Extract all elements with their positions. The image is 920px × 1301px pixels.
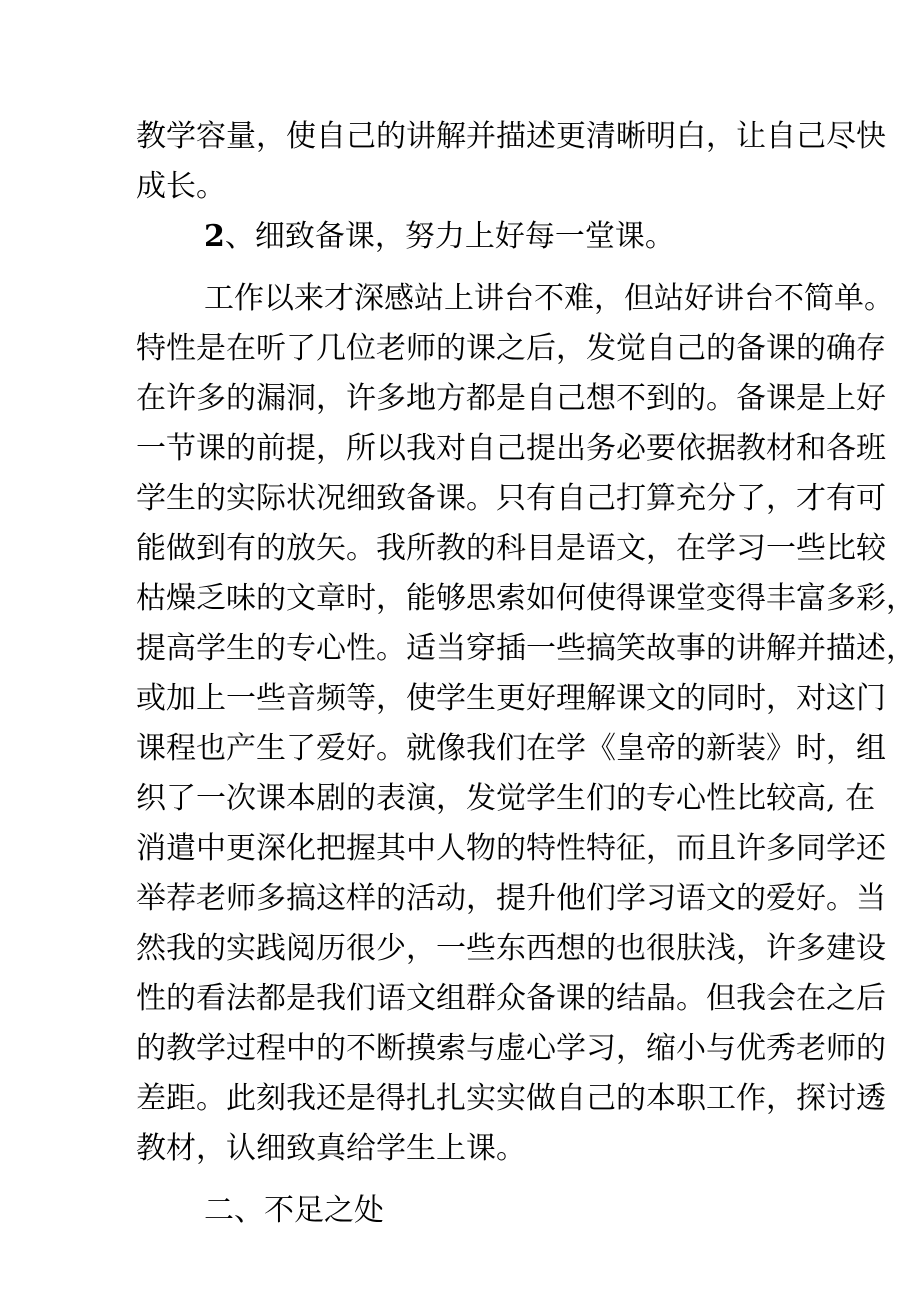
section-heading-2 [204, 218, 675, 256]
paragraph-line: 消遣中更深化把握其中人物的特性特征，而且许多同学还 [136, 831, 886, 866]
paragraph-line: 的教学过程中的不断摸索与虚心学习，缩小与优秀老师的 [136, 1031, 886, 1066]
paragraph-line: 性的看法都是我们语文组群众备课的结晶。但我会在之后 [136, 981, 886, 1016]
paragraph-line: 在许多的漏洞，许多地方都是自己想不到的。备课是上好 [136, 381, 886, 416]
paragraph-line: 特性是在听了几位老师的课之后，发觉自己的备课的确存 [136, 331, 886, 366]
paragraph-line: 枯燥乏味的文章时，能够思索如何使得课堂变得丰富多彩， [136, 581, 916, 616]
paragraph-line: 然我的实践阅历很少，一些东西想的也很肤浅，许多建设 [136, 931, 886, 966]
paragraph-line: 差距。此刻我还是得扎扎实实做自己的本职工作，探讨透 [136, 1081, 886, 1116]
paragraph-line: 课程也产生了爱好。就像我们在学《皇帝的新装》时，组 [136, 731, 886, 766]
paragraph-line: 工作以来才深感站上讲台不难，但站好讲台不简单。 [204, 281, 894, 316]
paragraph-intro-line: 教学容量，使自己的讲解并描述更清晰明白，让自己尽快 [136, 119, 886, 154]
paragraph-line: 学生的实际状况细致备课。只有自己打算充分了，才有可 [136, 481, 886, 516]
paragraph-line: 提高学生的专心性。适当穿插一些搞笑故事的讲解并描述， [136, 631, 916, 666]
paragraph-line: 或加上一些音频等，使学生更好理解课文的同时，对这门 [136, 681, 886, 716]
paragraph-line: 一节课的前提，所以我对自己提出务必要依据教材和各班 [136, 431, 886, 466]
heading-text: 、细致备课，努力上好每一堂课。 [224, 219, 675, 254]
paragraph-line: 举荐老师多搞这样的活动，提升他们学习语文的爱好。当 [136, 881, 886, 916]
paragraph-line: 教材，认细致真给学生上课。 [136, 1131, 526, 1166]
heading-number: 2 [204, 219, 225, 254]
paragraph-line: 织了一次课本剧的表演，发觉学生们的专心性比较高, 在 [136, 781, 876, 816]
paragraph-intro-line: 成长。 [136, 169, 226, 204]
section-heading-deficiencies: 二、不足之处 [204, 1193, 384, 1228]
paragraph-line: 能做到有的放矢。我所教的科目是语文，在学习一些比较 [136, 531, 886, 566]
